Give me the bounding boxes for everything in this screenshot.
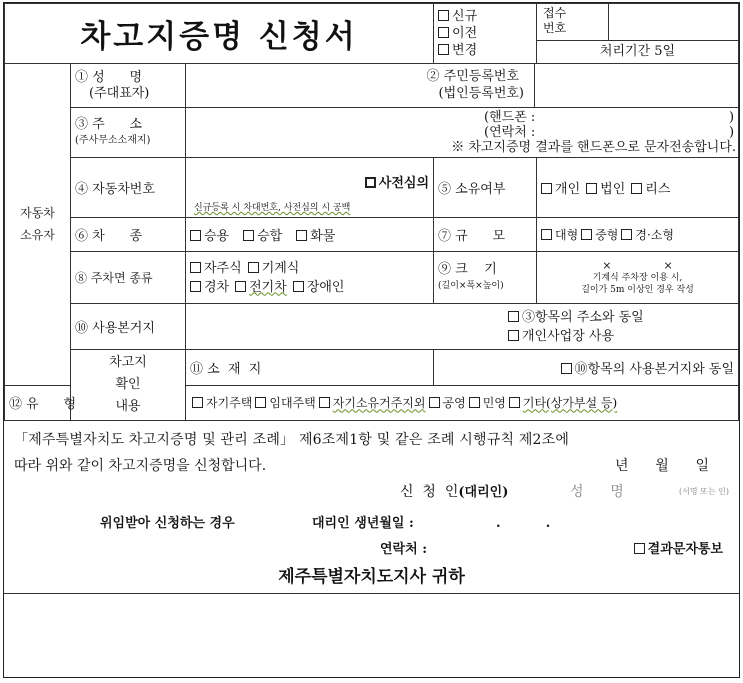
contact-phone-label: (연락처 : xyxy=(484,125,536,140)
category-label: ⑫ 유 형 xyxy=(5,385,71,421)
type-transfer-label: 이전 xyxy=(452,26,478,41)
car-type-passenger-checkbox[interactable] xyxy=(190,230,201,241)
category-rental-checkbox[interactable] xyxy=(255,397,266,408)
size-x-mark-2: × xyxy=(663,258,673,272)
id-number-label: ② 주민등록번호 xyxy=(426,69,519,84)
pre-review-label: 사전심의 xyxy=(378,176,430,191)
category-other-label: 기타(상가부설 등) xyxy=(522,396,618,411)
size-note-1: 기계식 주차장 이용 시, xyxy=(592,272,683,283)
category-other-checkbox[interactable] xyxy=(509,397,520,408)
residence-business-checkbox[interactable] xyxy=(508,330,519,341)
garage-section-label: 차고지 확인 내용 xyxy=(71,350,186,421)
category-other-owned-label: 자기소유거주지외 xyxy=(332,396,426,411)
receipt-number-label: 접수 번호 xyxy=(537,4,609,40)
contact-phone-close: ) xyxy=(728,125,735,140)
form-title: 차고지증명 신청서 xyxy=(5,4,434,64)
parking-disabled-label: 장애인 xyxy=(306,279,345,295)
parking-self-checkbox[interactable] xyxy=(190,262,201,273)
application-date: 년 월 일 xyxy=(615,458,709,474)
sms-result-note: ※ 차고지증명 결과를 핸드폰으로 문자전송합니다. xyxy=(451,140,737,155)
category-public-label: 공영 xyxy=(442,396,466,411)
addressee: 제주특별자치도지사 귀하 xyxy=(278,567,465,587)
applicant-name-placeholder: 성 명 xyxy=(570,484,624,500)
declaration-section xyxy=(4,421,739,594)
category-public-checkbox[interactable] xyxy=(429,397,440,408)
car-number-note: 신규등록 시 차대번호, 사전심의 시 공백 xyxy=(194,203,351,213)
scale-large-checkbox[interactable] xyxy=(541,229,552,240)
location-label: ⑪ 소 재 지 xyxy=(186,350,434,386)
car-type-van-label: 승합 xyxy=(257,229,283,244)
declaration-line-2: 따라 위와 같이 차고지증명을 신청합니다. xyxy=(14,458,267,474)
ownership-corporate-label: 법인 xyxy=(600,182,626,197)
category-private-checkbox[interactable] xyxy=(469,397,480,408)
processing-period: 처리기간 5일 xyxy=(599,44,676,59)
category-own-house-label: 자기주택 xyxy=(206,396,253,411)
car-number-label: ④ 자동차번호 xyxy=(71,158,186,218)
application-table xyxy=(4,3,739,421)
category-own-house-checkbox[interactable] xyxy=(192,397,203,408)
name-label: ① 성 명 xyxy=(75,69,143,85)
location-same-residence-label: ⑩항목의 사용본거지와 동일 xyxy=(574,361,735,377)
car-type-truck-label: 화물 xyxy=(310,229,336,244)
scale-small-label: 경·소형 xyxy=(635,228,674,242)
application-type-options xyxy=(434,4,537,64)
parking-self-label: 자주식 xyxy=(204,260,242,276)
delegation-label: 위임받아 신청하는 경우 xyxy=(100,516,235,531)
garage-certificate-form xyxy=(3,2,740,678)
ownership-lease-checkbox[interactable] xyxy=(631,183,642,194)
address-sublabel: (주사무소소재지) xyxy=(75,134,151,146)
ownership-individual-label: 개인 xyxy=(555,182,581,197)
name-field[interactable] xyxy=(186,64,434,108)
car-type-label: ⑥ 차 종 xyxy=(71,218,186,252)
sms-notice-checkbox[interactable] xyxy=(634,543,645,554)
car-type-truck-checkbox[interactable] xyxy=(296,230,307,241)
ownership-label: ⑤ 소유여부 xyxy=(434,158,537,218)
car-type-van-checkbox[interactable] xyxy=(243,230,254,241)
car-type-passenger-label: 승용 xyxy=(204,229,230,244)
applicant-agent-label: (대리인) xyxy=(458,485,509,500)
type-new-checkbox[interactable] xyxy=(438,10,449,21)
parking-type-label: ⑧ 주차면 종류 xyxy=(71,252,186,304)
type-change-label: 변경 xyxy=(452,43,478,58)
scale-small-checkbox[interactable] xyxy=(621,229,632,240)
parking-ev-checkbox[interactable] xyxy=(235,281,246,292)
address-field[interactable] xyxy=(186,108,739,158)
id-number-field[interactable] xyxy=(536,64,739,107)
agent-contact-label: 연락처 : xyxy=(380,542,427,557)
residence-same-address-label: ③항목의 주소와 동일 xyxy=(522,309,644,325)
mobile-phone-label: (핸드폰 : xyxy=(484,110,536,125)
size-x-mark-1: × xyxy=(602,258,612,272)
ownership-corporate-checkbox[interactable] xyxy=(586,183,597,194)
location-same-residence-checkbox[interactable] xyxy=(561,363,572,374)
scale-medium-checkbox[interactable] xyxy=(581,229,592,240)
size-label: ⑨ 크 기 xyxy=(438,261,497,277)
address-label: ③ 주 소 xyxy=(75,116,143,132)
pre-review-checkbox[interactable] xyxy=(365,177,376,188)
residence-same-address-checkbox[interactable] xyxy=(508,311,519,322)
scale-large-label: 대형 xyxy=(555,228,579,242)
category-rental-label: 임대주택 xyxy=(269,396,316,411)
id-number-sublabel: (법인등록번호) xyxy=(438,86,525,101)
signature-note: (서명 또는 인) xyxy=(679,487,729,496)
name-sublabel: (주대표자) xyxy=(89,85,150,101)
residence-label: ⑩ 사용본거지 xyxy=(71,304,186,350)
ownership-lease-label: 리스 xyxy=(645,182,671,197)
parking-compact-label: 경차 xyxy=(204,279,230,295)
size-sublabel: (길이×폭×높이) xyxy=(438,280,504,291)
mobile-phone-close: ) xyxy=(728,110,735,125)
parking-disabled-checkbox[interactable] xyxy=(293,281,304,292)
sms-notice-label: 결과문자통보 xyxy=(647,542,723,557)
type-transfer-checkbox[interactable] xyxy=(438,27,449,38)
type-new-label: 신규 xyxy=(452,9,478,24)
category-other-owned-checkbox[interactable] xyxy=(319,397,330,408)
declaration-line-1: 「제주특별자치도 차고지증명 및 관리 조례」 제6조제1항 및 같은 조례 시행규칙 제2조에 xyxy=(14,432,570,448)
parking-mechanical-label: 기계식 xyxy=(261,260,300,276)
category-private-label: 민영 xyxy=(482,396,506,411)
type-change-checkbox[interactable] xyxy=(438,44,449,55)
parking-compact-checkbox[interactable] xyxy=(190,281,201,292)
residence-business-label: 개인사업장 사용 xyxy=(522,328,615,344)
scale-medium-label: 중형 xyxy=(595,228,619,242)
ownership-individual-checkbox[interactable] xyxy=(541,183,552,194)
applicant-label: 신 청 인 xyxy=(400,484,459,500)
size-note-2: 길이가 5m 이상인 경우 작성 xyxy=(581,284,694,295)
parking-ev-label: 전기차 xyxy=(249,279,287,295)
agent-dob-label: 대리인 생년월일 : xyxy=(312,516,414,531)
parking-mechanical-checkbox[interactable] xyxy=(248,262,259,273)
owner-section-label: 자동차 소유자 xyxy=(5,64,71,386)
agent-dob-dots: . . xyxy=(496,516,551,531)
scale-label: ⑦ 규 모 xyxy=(434,218,537,252)
